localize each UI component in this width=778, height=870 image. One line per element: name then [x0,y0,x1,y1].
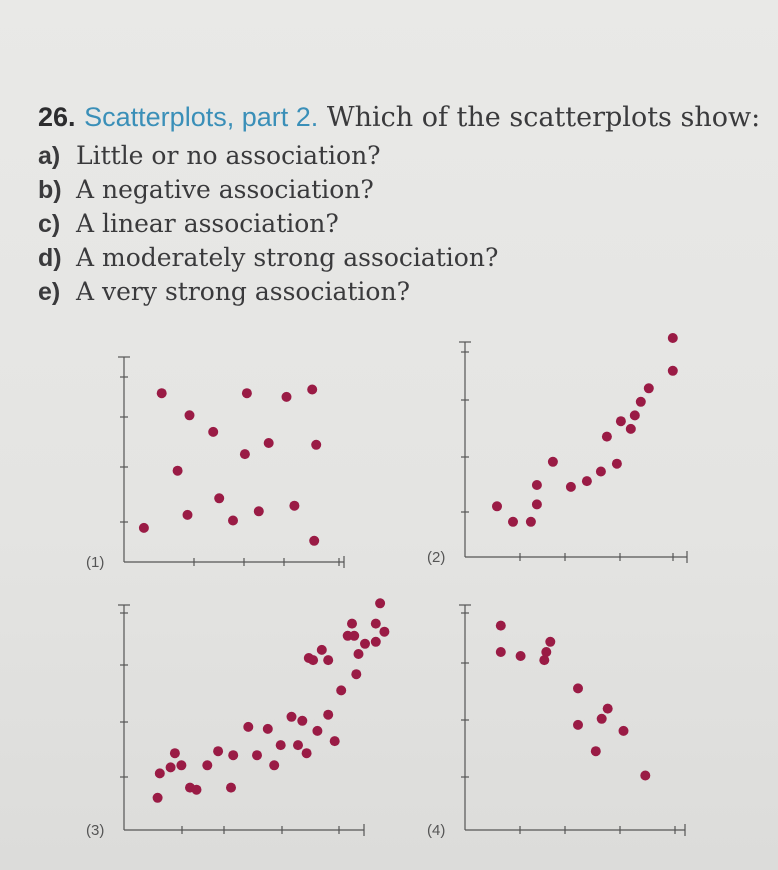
data-point [526,517,536,527]
data-point [176,760,186,770]
data-point [330,736,340,746]
data-point [183,510,193,520]
part-b [38,173,768,207]
data-point [508,517,518,527]
data-point [354,649,364,659]
data-point [185,410,195,420]
scatterplot-2 [420,335,700,580]
data-point [597,714,607,724]
data-point [640,771,650,781]
data-point [379,627,389,637]
data-point [336,685,346,695]
data-point [630,410,640,420]
data-point [360,639,370,649]
data-point [252,750,262,760]
data-point [289,501,299,511]
data-point [541,647,551,657]
data-point [375,598,385,608]
data-point [545,637,555,647]
data-point [496,647,506,657]
data-point [208,427,218,437]
part-letter: d) [38,244,62,272]
data-point [668,333,678,343]
data-point [226,783,236,793]
data-point [297,716,307,726]
data-point [254,506,264,516]
data-point [166,762,176,772]
data-point [323,710,333,720]
part-text: A moderately strong association? [76,243,499,272]
data-point [532,499,542,509]
data-point [293,740,303,750]
data-point [228,750,238,760]
part-letter: a) [38,142,61,170]
data-point [214,493,224,503]
exercise-number: 26. [38,102,76,132]
part-text: A linear association? [76,209,339,238]
data-point [276,740,286,750]
scatterplot-1 [84,340,354,580]
data-point [317,645,327,655]
data-point [282,392,292,402]
data-point [311,440,321,450]
scatterplot-3 [84,600,374,845]
part-text: A very strong association? [76,277,410,306]
data-point [170,748,180,758]
data-point [566,482,576,492]
data-point [612,459,622,469]
part-letter: e) [38,278,61,306]
data-point [173,466,183,476]
data-point [548,457,558,467]
data-point [492,501,502,511]
data-point [619,726,629,736]
part-d [38,241,768,275]
data-point [287,712,297,722]
data-point [269,760,279,770]
data-point [532,480,542,490]
data-point [323,655,333,665]
part-e [38,275,768,309]
data-point [371,619,381,629]
data-point [228,516,238,526]
data-point [668,366,678,376]
data-point [264,438,274,448]
data-point [312,726,322,736]
data-point [591,746,601,756]
data-point [371,637,381,647]
scatterplot-4 [420,600,700,845]
plot-label: (3) [86,822,105,839]
part-letter: c) [38,210,61,238]
data-point [307,385,317,395]
data-point [603,704,613,714]
data-point [573,683,583,693]
data-point [636,397,646,407]
exercise-parts [38,139,768,309]
exercise-26 [38,100,768,309]
data-point [157,388,167,398]
data-point [496,621,506,631]
plot-label: (2) [427,549,446,566]
data-point [582,476,592,486]
part-text: Little or no association? [76,141,381,170]
data-point [242,388,252,398]
data-point [516,651,526,661]
part-a [38,139,768,173]
data-point [153,793,163,803]
data-point [596,467,606,477]
exercise-question: Which of the scatterplots show: [326,102,761,133]
data-point [308,655,318,665]
data-point [351,669,361,679]
data-point [243,722,253,732]
data-point [155,768,165,778]
plot-label: (1) [86,554,105,571]
plot-label: (4) [427,822,446,839]
exercise-heading [38,100,768,135]
part-letter: b) [38,176,62,204]
data-point [202,760,212,770]
data-point [192,785,202,795]
data-point [347,619,357,629]
part-c [38,207,768,241]
part-text: A negative association? [76,175,374,204]
exercise-topic: Scatterplots, part 2. [84,102,319,132]
data-point [573,720,583,730]
data-point [213,746,223,756]
data-point [644,383,654,393]
data-point [139,523,149,533]
data-point [349,631,359,641]
data-point [240,449,250,459]
data-point [302,748,312,758]
data-point [602,432,612,442]
data-point [263,724,273,734]
data-point [616,416,626,426]
data-point [309,536,319,546]
data-point [626,424,636,434]
